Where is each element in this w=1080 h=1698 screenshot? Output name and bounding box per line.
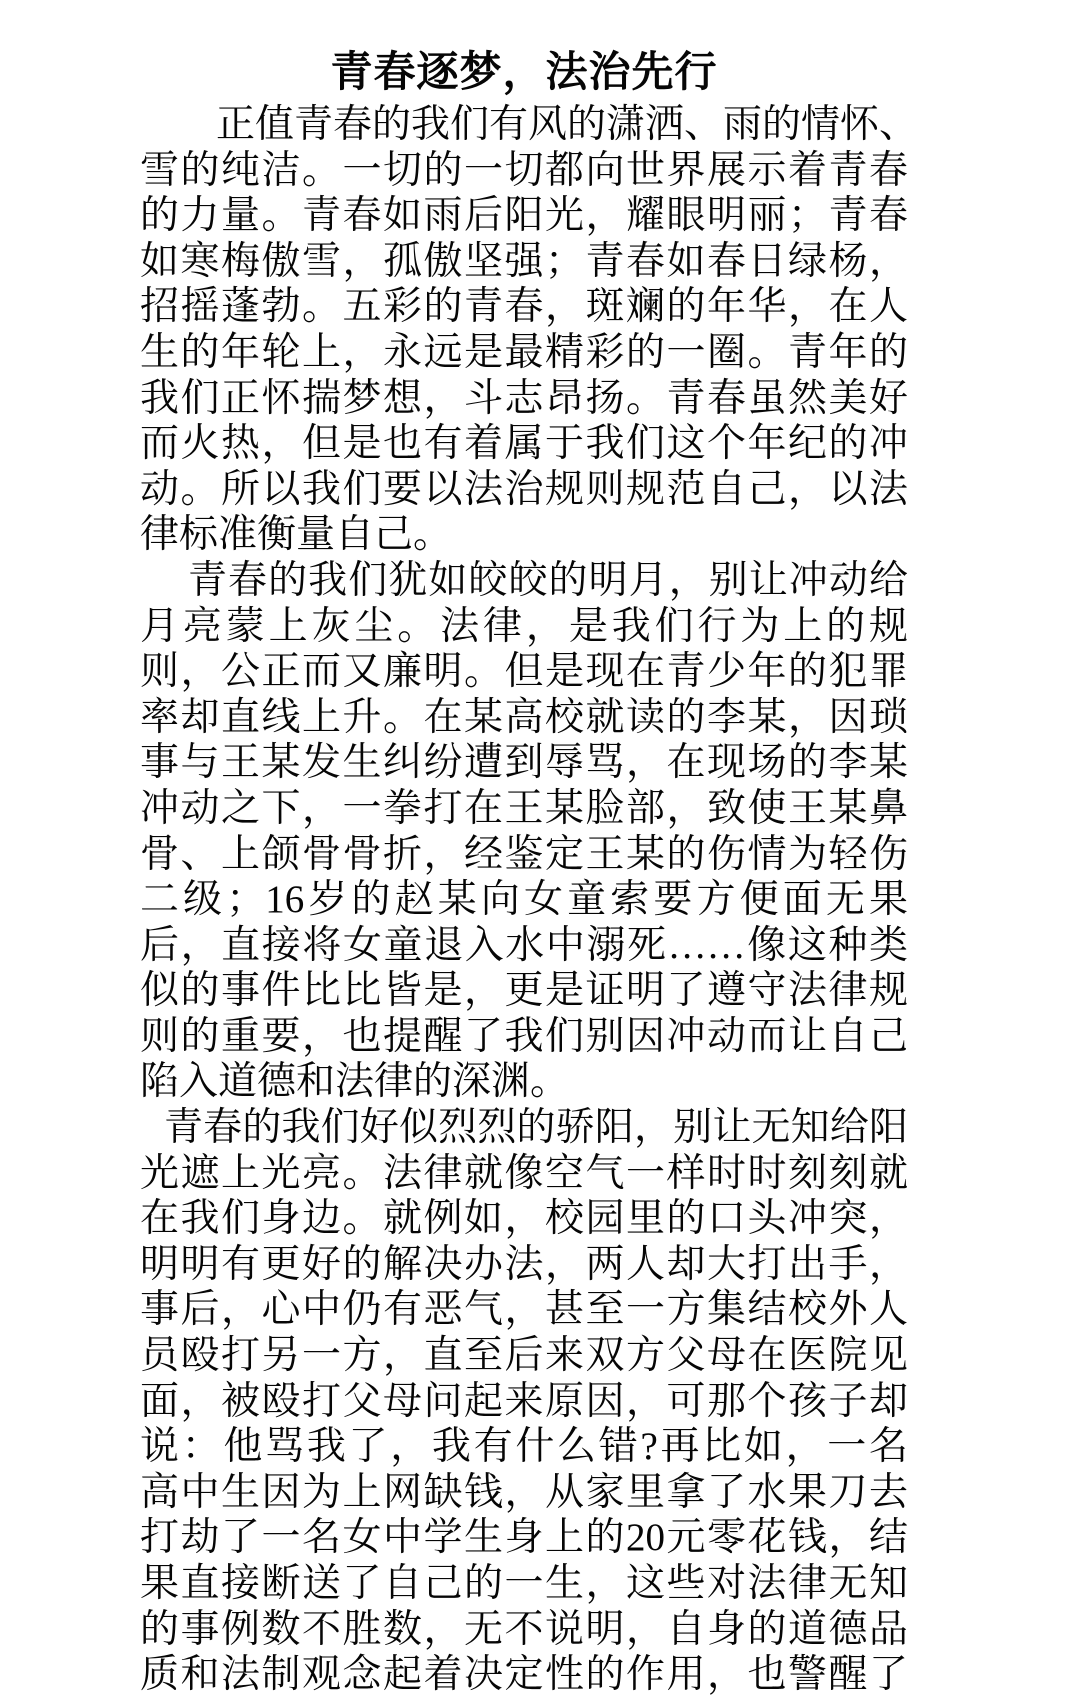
text-line: 似的事件比比皆是，更是证明了遵守法律规 [140, 969, 908, 1013]
text-line: 骨、上颌骨骨折，经鉴定王某的伤情为轻伤 [140, 832, 908, 876]
text-line: 在我们身边。就例如，校园里的口头冲突， [140, 1197, 908, 1241]
text-line: 我们正怀揣梦想，斗志昂扬。青春虽然美好 [140, 376, 908, 420]
text-line: 的力量。青春如雨后阳光，耀眼明丽；青春 [140, 194, 908, 238]
text-line: 律标准衡量自己。 [140, 513, 453, 557]
text-line: 招摇蓬勃。五彩的青春，斑斓的年华，在人 [140, 285, 908, 329]
text-line: 生的年轮上，永远是最精彩的一圈。青年的 [140, 330, 908, 374]
text-line: 果直接断送了自己的一生，这些对法律无知 [140, 1562, 908, 1605]
text-line: 光遮上光亮。法律就像空气一样时时刻刻就 [140, 1151, 908, 1195]
text-line: 率却直线上升。在某高校就读的李某，因琐 [140, 695, 908, 739]
text-line: 月亮蒙上灰尘。法律，是我们行为上的规 [140, 604, 908, 648]
text-line: 则，公正而又廉明。但是现在青少年的犯罪 [140, 650, 908, 694]
text-line: 而火热，但是也有着属于我们这个年纪的冲 [140, 422, 908, 466]
text-line: 陷入道德和法律的深渊。 [140, 1060, 570, 1104]
text-line: 事后，心中仍有恶气，甚至一方集结校外人 [140, 1288, 908, 1332]
text-line: 打劫了一名女中学生身上的20元零花钱，结 [140, 1516, 908, 1560]
text-line: 如寒梅傲雪，孤傲坚强；青春如春日绿杨， [140, 239, 908, 283]
text-line: 动。所以我们要以法治规则规范自己，以法 [140, 467, 908, 511]
text-line: 则的重要，也提醒了我们别因冲动而让自己 [140, 1014, 908, 1058]
text-line: 面，被殴打父母问起来原因，可那个孩子却 [140, 1379, 908, 1423]
text-line: 质和法制观念起着决定性的作用，也警醒了 [140, 1653, 908, 1697]
text-line: 明明有更好的解决办法，两人却大打出手， [140, 1242, 908, 1286]
text-line: 雪的纯洁。一切的一切都向世界展示着青春 [140, 148, 908, 192]
essay-title: 青春逐梦，法治先行 [330, 50, 718, 96]
text-line: 正值青春的我们有风的潇洒、雨的情怀、 [216, 103, 919, 146]
text-line: 高中生因为上网缺钱，从家里拿了水果刀去 [140, 1470, 908, 1514]
essay-document [140, 46, 919, 1698]
essay-body [140, 102, 919, 1698]
text-line: 说：他骂我了，我有什么错?再比如，一名 [140, 1425, 908, 1469]
text-line: 员殴打另一方，直至后来双方父母在医院见 [140, 1334, 908, 1378]
text-line: 事与王某发生纠纷遭到辱骂，在现场的李某 [140, 741, 908, 785]
text-line: 后，直接将女童退入水中溺死……像这种类 [140, 923, 908, 967]
text-line: 青春的我们好似烈烈的骄阳，别让无知给阳 [164, 1106, 908, 1150]
text-line: 冲动之下，一拳打在王某脸部，致使王某鼻 [140, 786, 908, 830]
text-line: 的事例数不胜数，无不说明，自身的道德品 [140, 1607, 908, 1651]
text-line: 二级；16岁的赵某向女童索要方便面无果 [140, 878, 908, 922]
text-line: 青春的我们犹如皎皎的明月，别让冲动给 [188, 558, 908, 602]
